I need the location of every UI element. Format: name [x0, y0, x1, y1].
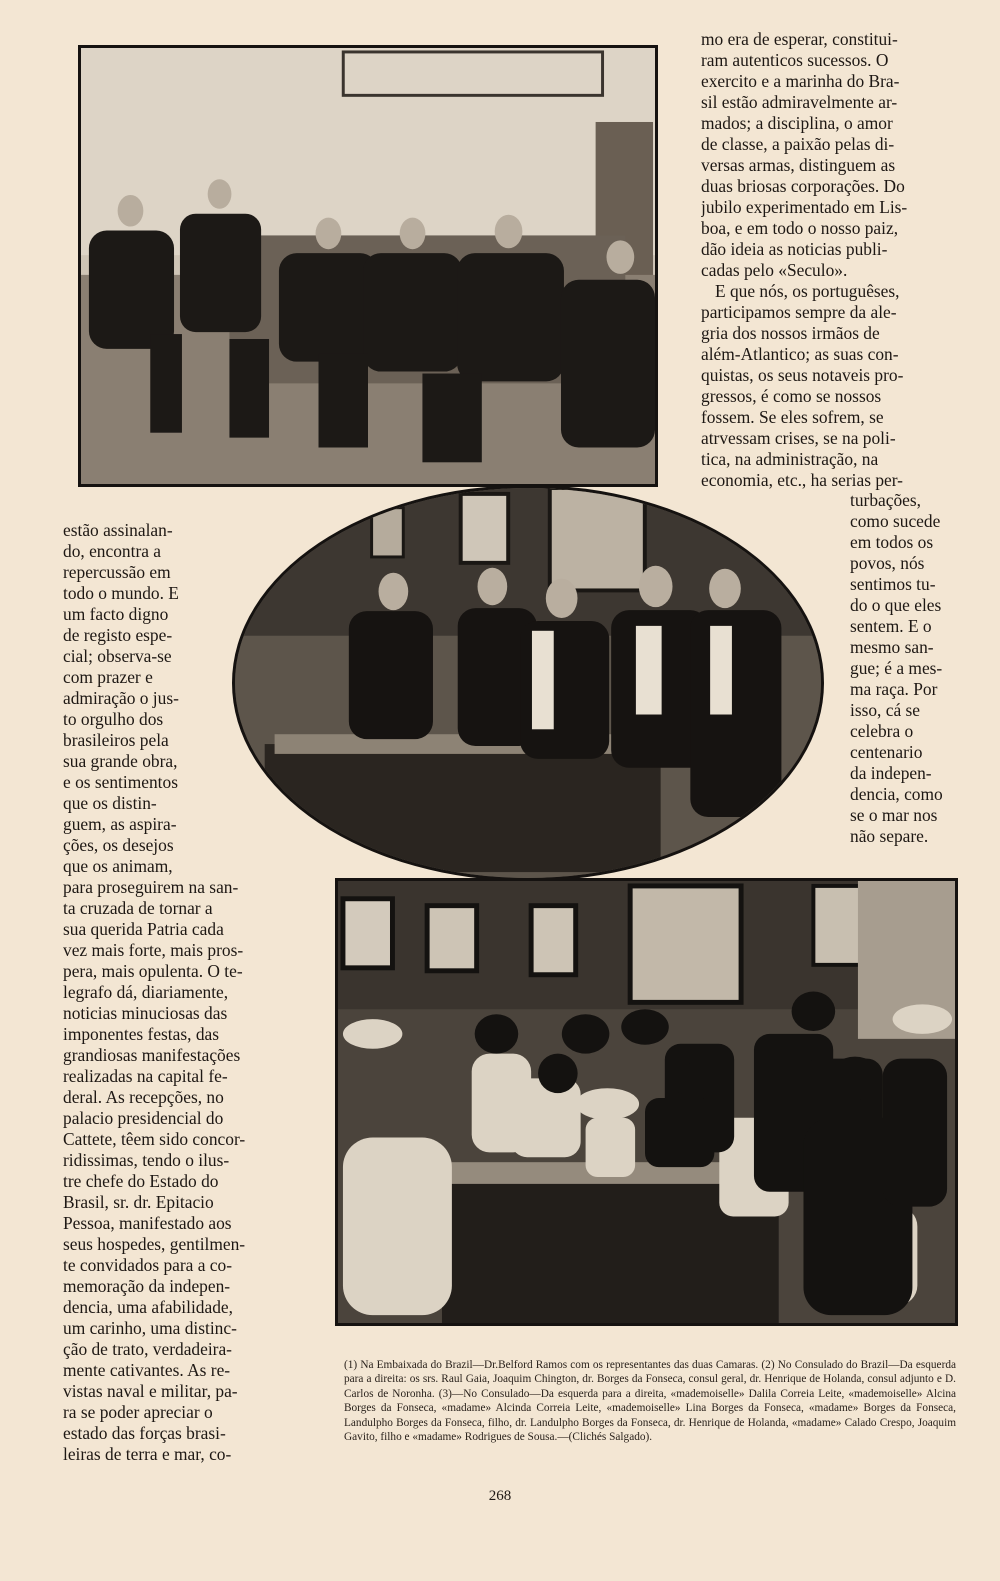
text-line: quistas, os seus notaveis pro-	[701, 365, 904, 385]
text-line: do o que eles	[850, 595, 942, 615]
page-number: 268	[488, 1488, 512, 1504]
text-line: memoração da indepen-	[63, 1276, 231, 1296]
text-line: economia, etc., ha serias per-	[701, 470, 903, 490]
text-line: como sucede	[850, 511, 941, 531]
text-line: ma raça. Por	[850, 679, 938, 699]
text-line: leiras de terra e mar, co-	[63, 1444, 232, 1464]
article-text-left-narrow	[63, 520, 215, 877]
text-line: mo era de esperar, constitui-	[701, 29, 898, 49]
text-line: povos, nós	[850, 553, 925, 573]
text-line: noticias minuciosas das	[63, 1003, 228, 1023]
text-line: gria dos nossos irmãos de	[701, 323, 880, 343]
text-line: dencia, como	[850, 784, 943, 804]
photo-caption: (1) Na Embaixada do Brazil—Dr.Belford Ramos com os representantes das duas Camaras. (2) No Consulado do Brazil—Da esquerda para a direita: os srs. Raul Gaia, Joaquim Chington, dr. Borges da Fonseca, consul geral, dr. Henrique de Holanda, consul adjunto e D. Carlos de Noronha. (3)—No Consulado—Da esquerda para a direita, «mademoiselle» Dalila Correia Leite, «mademoiselle» Alcina Borges da Fonseca, «madame» Alcinda Correia Leite, «mademoiselle» Lina Borges da Fonseca, «madame» Borges da Fonseca, Landulpho Borges da Fonseca, filho, dr. Landulpho Borges da Fonseca, dr. Henrique de Holanda, «madame» Calado Crespo, Joaquim Gavito, filho e «madame» Rodrigues de Sousa.—(Clichés Salgado).	[344, 1359, 956, 1444]
text-line: que os animam,	[63, 856, 173, 876]
text-line: centenario	[850, 742, 923, 762]
text-line: mados; a disciplina, o amor	[701, 113, 893, 133]
text-line: mesmo san-	[850, 637, 934, 657]
text-line: tica, na administração, na	[701, 449, 879, 469]
text-line: sentimos tu-	[850, 574, 936, 594]
text-line: te convidados para a co-	[63, 1255, 232, 1275]
text-line: atrvessam crises, se na poli-	[701, 428, 896, 448]
text-line: realizadas na capital fe-	[63, 1066, 228, 1086]
text-line: de classe, a paixão pelas di-	[701, 134, 895, 154]
text-line: duas briosas corporações. Do	[701, 176, 905, 196]
text-line: de registo espe-	[63, 625, 173, 645]
text-line: em todos os	[850, 532, 934, 552]
article-text-right-top	[701, 29, 969, 491]
text-line: Brasil, sr. dr. Epitacio	[63, 1192, 214, 1212]
text-line: sil estão admiravelmente ar-	[701, 92, 898, 112]
text-line: cial; observa-se	[63, 646, 172, 666]
text-line: versas armas, distinguem as	[701, 155, 896, 175]
text-line: estado das forças brasi-	[63, 1423, 226, 1443]
text-line: da indepen-	[850, 763, 932, 783]
text-line: se o mar nos	[850, 805, 938, 825]
text-line: ções, os desejos	[63, 835, 174, 855]
text-line: admiração o jus-	[63, 688, 179, 708]
text-line: para proseguirem na san-	[63, 877, 239, 897]
text-line: um facto digno	[63, 604, 169, 624]
text-line: que os distin-	[63, 793, 157, 813]
text-line: do, encontra a	[63, 541, 162, 561]
text-line: gressos, é como se nossos	[701, 386, 882, 406]
text-line: todo o mundo. E	[63, 583, 179, 603]
text-line: sua querida Patria cada	[63, 919, 224, 939]
text-line: legrafo dá, diariamente,	[63, 982, 229, 1002]
photo-consulate-standing-men	[232, 485, 824, 881]
text-line: Cattete, têem sido concor-	[63, 1129, 246, 1149]
text-line: pera, mais opulenta. O te-	[63, 961, 243, 981]
text-line: turbações,	[850, 490, 921, 510]
text-line: ram autenticos sucessos. O	[701, 50, 889, 70]
text-line: tre chefe do Estado do	[63, 1171, 219, 1191]
article-text-right-narrow	[850, 490, 968, 847]
text-line: dencia, uma afabilidade,	[63, 1297, 233, 1317]
text-line: ção de trato, verdadeira-	[63, 1339, 232, 1359]
text-line: mente cativantes. As re-	[63, 1360, 231, 1380]
text-line: exercito e a marinha do Bra-	[701, 71, 900, 91]
text-line: deral. As recepções, no	[63, 1087, 224, 1107]
text-line: jubilo experimentado em Lis-	[701, 197, 908, 217]
text-line: um carinho, uma distinc-	[63, 1318, 237, 1338]
text-line: fossem. Se eles sofrem, se	[701, 407, 884, 427]
photo-consulate-group	[335, 878, 958, 1326]
text-line: brasileiros pela	[63, 730, 169, 750]
text-line: dão ideia as noticias publi-	[701, 239, 888, 259]
text-line: Pessoa, manifestado aos	[63, 1213, 232, 1233]
text-line: grandiosas manifestações	[63, 1045, 241, 1065]
text-line: boa, e em todo o nosso paiz,	[701, 218, 899, 238]
text-line: ta cruzada de tornar a	[63, 898, 213, 918]
text-line: to orgulho dos	[63, 709, 164, 729]
text-line: gue; é a mes-	[850, 658, 943, 678]
text-line: imponentes festas, das	[63, 1024, 219, 1044]
text-line: E que nós, os portuguêses,	[715, 281, 900, 301]
text-line: sua grande obra,	[63, 751, 178, 771]
text-line: com prazer e	[63, 667, 153, 687]
photo-embassy-seated-men	[78, 45, 658, 487]
text-line: vistas naval e militar, pa-	[63, 1381, 238, 1401]
text-line: seus hospedes, gentilmen-	[63, 1234, 246, 1254]
text-line: não separe.	[850, 826, 929, 846]
text-line: e os sentimentos	[63, 772, 178, 792]
text-line: vez mais forte, mais pros-	[63, 940, 244, 960]
text-line: cadas pelo «Seculo».	[701, 260, 848, 280]
text-line: sentem. E o	[850, 616, 932, 636]
article-text-left-wide	[63, 877, 297, 1465]
text-line: estão assinalan-	[63, 520, 173, 540]
text-line: ra se poder apreciar o	[63, 1402, 213, 1422]
text-line: celebra o	[850, 721, 914, 741]
text-line: isso, cá se	[850, 700, 921, 720]
text-line: guem, as aspira-	[63, 814, 177, 834]
text-line: ridissimas, tendo o ilus-	[63, 1150, 230, 1170]
text-line: palacio presidencial do	[63, 1108, 224, 1128]
text-line: repercussão em	[63, 562, 171, 582]
text-line: além-Atlantico; as suas con-	[701, 344, 899, 364]
text-line: participamos sempre da ale-	[701, 302, 897, 322]
